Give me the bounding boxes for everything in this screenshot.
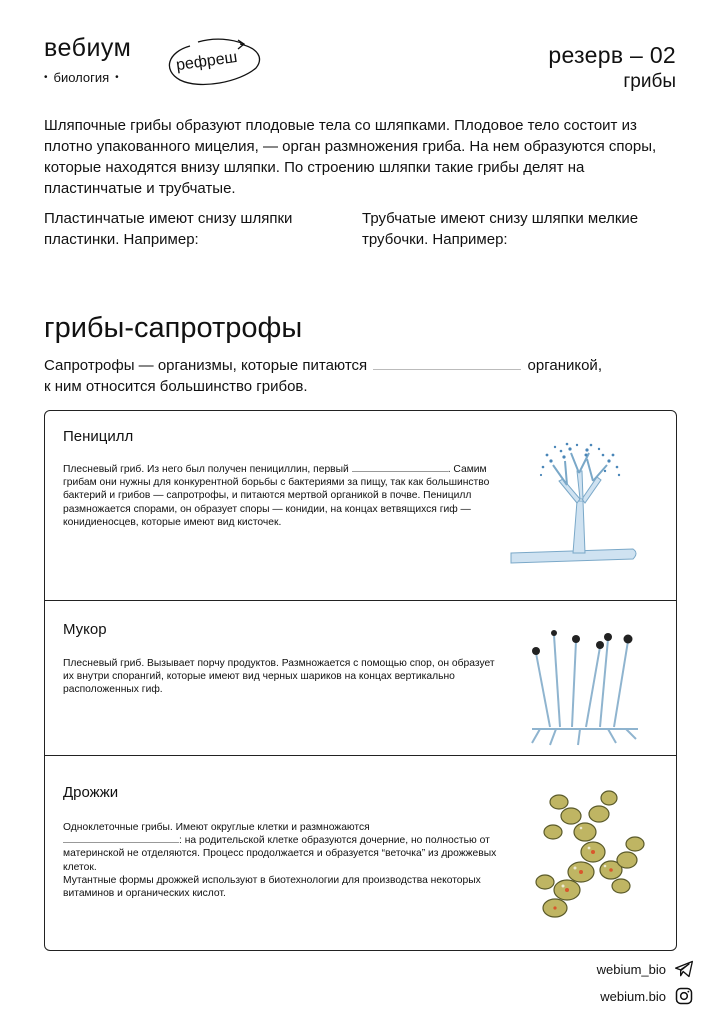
bullet-left: • (44, 72, 48, 83)
page-title: резерв – 02 (548, 42, 676, 68)
definition-part-1: Сапротрофы — организмы, которые питаются (44, 357, 368, 374)
instagram-icon (674, 986, 694, 1006)
fungi-card (44, 410, 677, 951)
section-title: грибы-сапротрофы (44, 312, 303, 344)
subject-label: биология (53, 70, 110, 85)
yeast-text-b: : на родительской клетке образуются дочерние, но полностью от материнской не отделяются. Процесс продолжается и образуется “веточка” из дрожжевых клеток. (63, 835, 497, 873)
telegram-link[interactable] (597, 959, 694, 979)
bullet-right: • (115, 72, 119, 83)
definition-part-3: к ним относится большинство грибов. (44, 378, 308, 395)
yeast-text-a: Одноклеточные грибы. Имеют округлые клетки и размножаются (63, 822, 370, 833)
penicillium-illustration (507, 441, 657, 576)
fill-in-blank[interactable] (373, 358, 521, 370)
refresh-badge-label: рефреш (175, 48, 239, 75)
yeast-illustration (523, 786, 653, 926)
penicillium-text (63, 463, 503, 529)
page-header (548, 42, 676, 93)
mucor-illustration (520, 617, 650, 752)
yeast-text-c: Мутантные формы дрожжей используют в биотехнологии для производства некоторых витаминов и органических кислот. (63, 874, 481, 900)
tubular-text: Трубчатые имеют снизу шляпки мелкие трубочки. Например: (362, 210, 639, 248)
telegram-icon (674, 959, 694, 979)
saprotroph-definition (44, 355, 694, 397)
lamellar-text: Пластинчатые имеют снизу шляпки пластинки. Например: (44, 210, 293, 248)
mucor-title: Мукор (63, 621, 107, 638)
card-section-penicillium (45, 411, 676, 601)
card-section-mucor (45, 601, 676, 756)
brand-logo: вебиум (44, 34, 132, 62)
penicillium-title: Пеницилл (63, 428, 134, 445)
penicillium-blank[interactable] (352, 463, 448, 472)
card-section-yeast (45, 756, 676, 951)
brand-subject (44, 70, 119, 85)
yeast-text (63, 821, 503, 900)
penicillium-text-a: Плесневый гриб. Из него был получен пенициллин, первый (63, 464, 349, 475)
penicillium-text-b: . Самим грибам они нужны для конкурентной борьбы с бактериями за пищу, так как большинство бактерий и грибов — сапротрофы, и питаются мертвой органикой в почве. Пеницилл размножается спорами, он образует споры — конидии, на концах ветвящихся гиф — конидиеносцев, которые имеют вид кисточек. (63, 464, 490, 528)
definition-part-2: органикой, (527, 357, 602, 374)
yeast-title: Дрожжи (63, 784, 119, 801)
telegram-handle: webium_bio (596, 961, 666, 977)
intro-paragraph: Шляпочные грибы образуют плодовые тела со шляпками. Плодовое тело состоит из плотно упакованного мицелия, — орган размножения гриба. На нем образуются споры, которые находятся внизу шляпки. По строению шляпки такие грибы делят на пластинчатые и трубчатые. (44, 117, 657, 197)
page-subtitle: грибы (623, 71, 676, 92)
instagram-handle: webium.bio (600, 988, 666, 1004)
mucor-text: Плесневый гриб. Вызывает порчу продуктов. Размножается с помощью спор, он образует их внутри спорангий, которые имеют вид черных шариков на концах вертикально расположенных гиф. (63, 658, 495, 696)
yeast-blank[interactable] (63, 834, 179, 843)
instagram-link[interactable] (600, 986, 694, 1006)
